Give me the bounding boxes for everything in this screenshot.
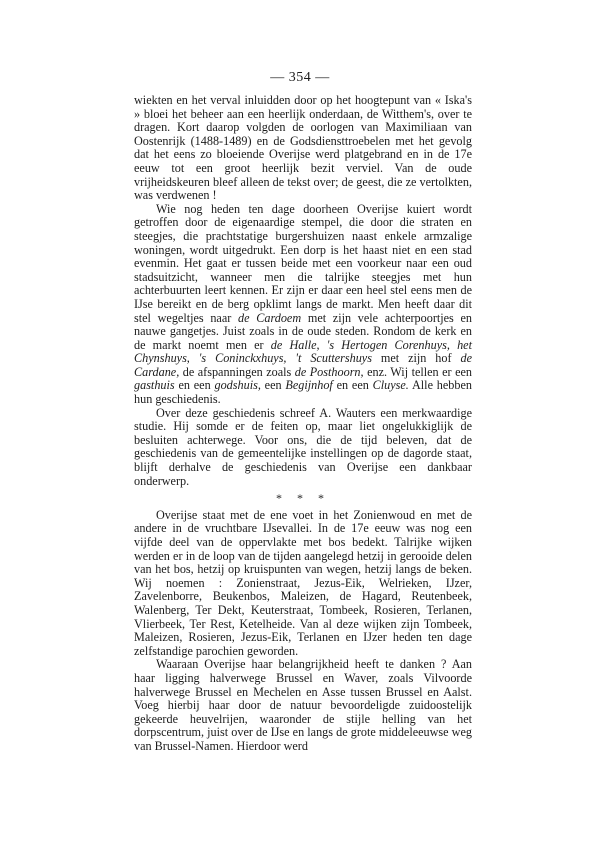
paragraph-2-text-2: met zijn vele achterpoortjes en nauwe gangetjes. Juist zoals in de oude steden. Rondom de kerk en de markt noemt men er (134, 310, 473, 352)
paragraph-2-text-end: Alle hebben hun geschiedenis. (134, 378, 472, 407)
paragraph-2-text-7: een (260, 378, 286, 393)
paragraph-2 (134, 203, 472, 407)
place-name-cluyse: Cluyse. (372, 378, 409, 393)
place-names-market: de Halle, 's Hertogen Corenhuys, het Chynshuys, 's Coninckxhuys, 't Scuttershuys (134, 337, 472, 366)
paragraph-1: wiekten en het verval inluidden door op het hoogtepunt van « Iska's » bloei het beheer aan een heerlijk onderdaan, de Witthem's, over te dragen. Kort daarop volgden de oorlogen van Maximiliaan van Oostenrijk (1488-1489) en de Godsdiensttroebelen met het gevolg dat het eens zo bloeiende Overijse werd platgebrand en in de 17e eeuw tot een groot heerlijk bezit verviel. Van de oude vrijheidskeuren bleef alleen de tekst over; de geest, die ze vertolkten, was verdwenen ! (134, 93, 472, 203)
place-name-godshuis: godshuis, (214, 378, 261, 393)
place-name-gasthuis: gasthuis (134, 378, 175, 393)
paragraph-2-text-4: de afspanningen zoals (179, 364, 295, 379)
paragraph-2-text-6: en een (174, 378, 215, 393)
body-text (134, 94, 472, 754)
place-name-begijnhof: Begijnhof (285, 378, 333, 393)
paragraph-3: Over deze geschiedenis schreef A. Wauters een merkwaardige studie. Hij somde er de feiten op, maar liet ongelukkiglijk de besluiten achterwege. Voor ons, die de tijd beleven, dat de geschiedenis van de gemeentelijke instellingen op de dagorde staat, blijft derhalve de geschiedenis van Overijse een dankbaar onderwerp. (134, 405, 472, 488)
paragraph-4: Overijse staat met de ene voet in het Zonienwoud en met de andere in de vruchtbare IJsevallei. In de 17e eeuw was nog een vijfde deel van de oppervlakte met bos bedekt. Talrijke wijken werden er in de loop van de tijden aangelegd hetzij in gerooide delen van het bos, hetzij op kruispunten van wegen, hetzij langs de beken. Wij noemen : Zonienstraat, Jezus-Eik, Welrieken, IJzer, Zavelenborre, Beukenbos, Maleizen, de Hagard, Reutenbeek, Walenberg, Ter Dekt, Keuterstraat, Tombeek, Rosieren, Terlanen, Vlierbeek, Ter Rest, Ketelheide. Van al deze wijken zijn Tombeek, Maleizen, Rosieren, Jezus-Eik, Terlanen en IJzer heden ten dage zelfstandige parochien geworden. (134, 507, 472, 658)
paragraph-2-text-5: enz. Wij tellen er een (363, 364, 472, 379)
place-name-cardane: de Cardane, (134, 351, 472, 379)
place-name-cardoem: de Cardoem (238, 310, 302, 325)
paragraph-5: Waaraan Overijse haar belangrijkheid heeft te danken ? Aan haar ligging halverwege Brussel en Waver, zoals Vilvoorde halverwege Brussel en Mechelen en Asse tussen Brussel en Aalst. Voeg hierbij haar door de natuur bevoordeligde zuidoostelijk gekeerde heuvelrijen, waaronder de stijle helling van het dorpscentrum, juist over de IJse en langs de grote middeleeuwse weg van Brussel-Namen. Hierdoor werd (134, 657, 472, 753)
place-name-posthoorn: de Posthoorn, (294, 364, 364, 379)
paragraph-2-text-3: met zijn hof (371, 351, 461, 366)
paragraph-2-text-8: en een (332, 378, 373, 393)
page-number: — 354 — (270, 70, 330, 85)
section-separator: * * * (276, 491, 330, 506)
paragraph-2-text-1: Wie nog heden ten dage doorheen Overijse kuiert wordt getroffen door de eigenaardige stempel, die door die straten en steegjes, die prachtstatige burgershuizen naast enkele armzalige woningen, wordt uitgedrukt. Een dorp is het haast niet en een stad evenmin. Het gaat er tussen beide met een voorkeur naar een oud stadsuitzicht, wanneer men die talrijke steegjes met hun achterbuurten leert kennen. Er zijn er daar een heel stel eens men de IJse bereikt en de berg opklimt langs de markt. Men heeft daar dit stel wegeltjes naar (134, 201, 472, 325)
